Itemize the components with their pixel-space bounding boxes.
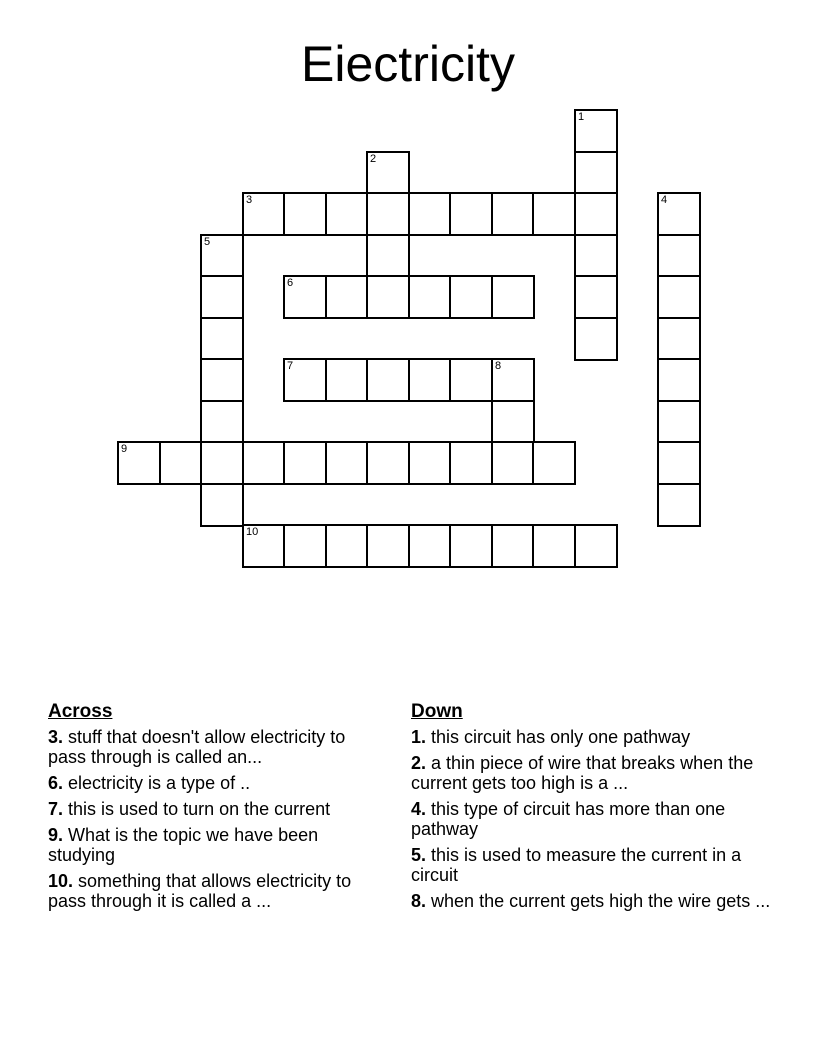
grid-cell[interactable] (449, 524, 493, 568)
grid-cell[interactable] (449, 275, 493, 319)
cell-number: 1 (578, 111, 585, 123)
grid-cell[interactable] (574, 524, 618, 568)
clue-number: 5. (411, 845, 427, 865)
grid-cell[interactable] (532, 524, 576, 568)
clue-number: 9. (48, 825, 64, 845)
grid-cell[interactable] (200, 358, 244, 402)
down-clue-4[interactable] (411, 799, 771, 839)
clue-text: this circuit has only one pathway (431, 727, 691, 747)
grid-cell[interactable] (449, 192, 493, 236)
grid-cell[interactable] (408, 275, 452, 319)
clue-text: a thin piece of wire that breaks when the current gets too high is a ... (411, 753, 754, 793)
cell-number: 3 (246, 194, 253, 206)
grid-cell[interactable] (574, 109, 618, 153)
grid-cell[interactable] (242, 441, 286, 485)
clue-text: electricity is a type of .. (68, 773, 251, 793)
grid-cell[interactable] (283, 441, 327, 485)
grid-cell[interactable] (325, 192, 369, 236)
grid-cell[interactable] (283, 192, 327, 236)
clue-text: when the current gets high the wire gets ... (431, 891, 771, 911)
grid-cell[interactable] (532, 441, 576, 485)
clue-number: 1. (411, 727, 427, 747)
cell-number: 8 (495, 360, 502, 372)
clue-text: What is the topic we have been studying (48, 825, 319, 865)
grid-cell[interactable] (200, 441, 244, 485)
grid-cell[interactable] (242, 192, 286, 236)
grid-cell[interactable] (657, 234, 701, 278)
cell-number: 9 (121, 443, 128, 455)
down-clue-2[interactable] (411, 753, 771, 793)
grid-cell[interactable] (325, 524, 369, 568)
grid-cell[interactable] (657, 275, 701, 319)
grid-cell[interactable] (408, 358, 452, 402)
grid-cell[interactable] (325, 441, 369, 485)
down-clue-8[interactable] (411, 891, 771, 911)
across-clue-3[interactable] (48, 727, 388, 767)
grid-cell[interactable] (366, 358, 410, 402)
down-clues (411, 700, 771, 917)
across-clues (48, 700, 388, 917)
grid-cell[interactable] (574, 275, 618, 319)
grid-cell[interactable] (283, 358, 327, 402)
grid-cell[interactable] (657, 358, 701, 402)
clue-text: this is used to measure the current in a circuit (411, 845, 742, 885)
grid-cell[interactable] (491, 192, 535, 236)
grid-cell[interactable] (200, 483, 244, 527)
grid-cell[interactable] (159, 441, 203, 485)
grid-cell[interactable] (491, 400, 535, 444)
clue-number: 6. (48, 773, 64, 793)
clue-text: something that allows electricity to pass through it is called a ... (48, 871, 352, 911)
down-clue-1[interactable] (411, 727, 771, 747)
clue-number: 2. (411, 753, 427, 773)
across-clue-9[interactable] (48, 825, 388, 865)
grid-cell[interactable] (491, 275, 535, 319)
across-clue-6[interactable] (48, 773, 388, 793)
grid-cell[interactable] (491, 358, 535, 402)
clue-number: 7. (48, 799, 64, 819)
grid-cell[interactable] (657, 400, 701, 444)
grid-cell[interactable] (325, 358, 369, 402)
grid-cell[interactable] (408, 524, 452, 568)
grid-cell[interactable] (574, 317, 618, 361)
down-heading: Down (411, 701, 463, 722)
grid-cell[interactable] (366, 524, 410, 568)
grid-cell[interactable] (366, 275, 410, 319)
puzzle-title: Eiectricity (301, 36, 515, 92)
clue-number: 10. (48, 871, 74, 891)
across-heading: Across (48, 701, 113, 722)
clue-number: 4. (411, 799, 427, 819)
grid-cell[interactable] (491, 524, 535, 568)
clue-text: this is used to turn on the current (68, 799, 331, 819)
grid-cell[interactable] (200, 275, 244, 319)
grid-cell[interactable] (366, 192, 410, 236)
grid-cell[interactable] (657, 192, 701, 236)
cell-number: 6 (287, 277, 294, 289)
grid-cell[interactable] (366, 151, 410, 195)
grid-cell[interactable] (283, 275, 327, 319)
grid-cell[interactable] (366, 234, 410, 278)
grid-cell[interactable] (491, 441, 535, 485)
cell-number: 7 (287, 360, 294, 372)
across-clue-10[interactable] (48, 871, 388, 911)
grid-cell[interactable] (366, 441, 410, 485)
grid-cell[interactable] (242, 524, 286, 568)
across-clue-7[interactable] (48, 799, 388, 819)
grid-cell[interactable] (532, 192, 576, 236)
cell-number: 5 (204, 236, 211, 248)
down-clue-5[interactable] (411, 845, 771, 885)
clue-number: 3. (48, 727, 64, 747)
cell-number: 2 (370, 153, 377, 165)
grid-cell[interactable] (657, 317, 701, 361)
grid-cell[interactable] (657, 483, 701, 527)
grid-cell[interactable] (408, 441, 452, 485)
clue-text: stuff that doesn't allow electricity to pass through is called an... (48, 727, 346, 767)
grid-cell[interactable] (117, 441, 161, 485)
grid-cell[interactable] (200, 400, 244, 444)
grid-cell[interactable] (200, 317, 244, 361)
grid-cell[interactable] (200, 234, 244, 278)
cell-number: 4 (661, 194, 668, 206)
grid-cell[interactable] (574, 192, 618, 236)
grid-cell[interactable] (449, 358, 493, 402)
grid-cell[interactable] (283, 524, 327, 568)
grid-cell[interactable] (574, 151, 618, 195)
grid-cell[interactable] (325, 275, 369, 319)
grid-cell[interactable] (408, 192, 452, 236)
clue-number: 8. (411, 891, 427, 911)
cell-number: 10 (246, 526, 259, 538)
grid-cell[interactable] (574, 234, 618, 278)
grid-cell[interactable] (657, 441, 701, 485)
clue-text: this type of circuit has more than one pathway (411, 799, 726, 839)
grid-cell[interactable] (449, 441, 493, 485)
